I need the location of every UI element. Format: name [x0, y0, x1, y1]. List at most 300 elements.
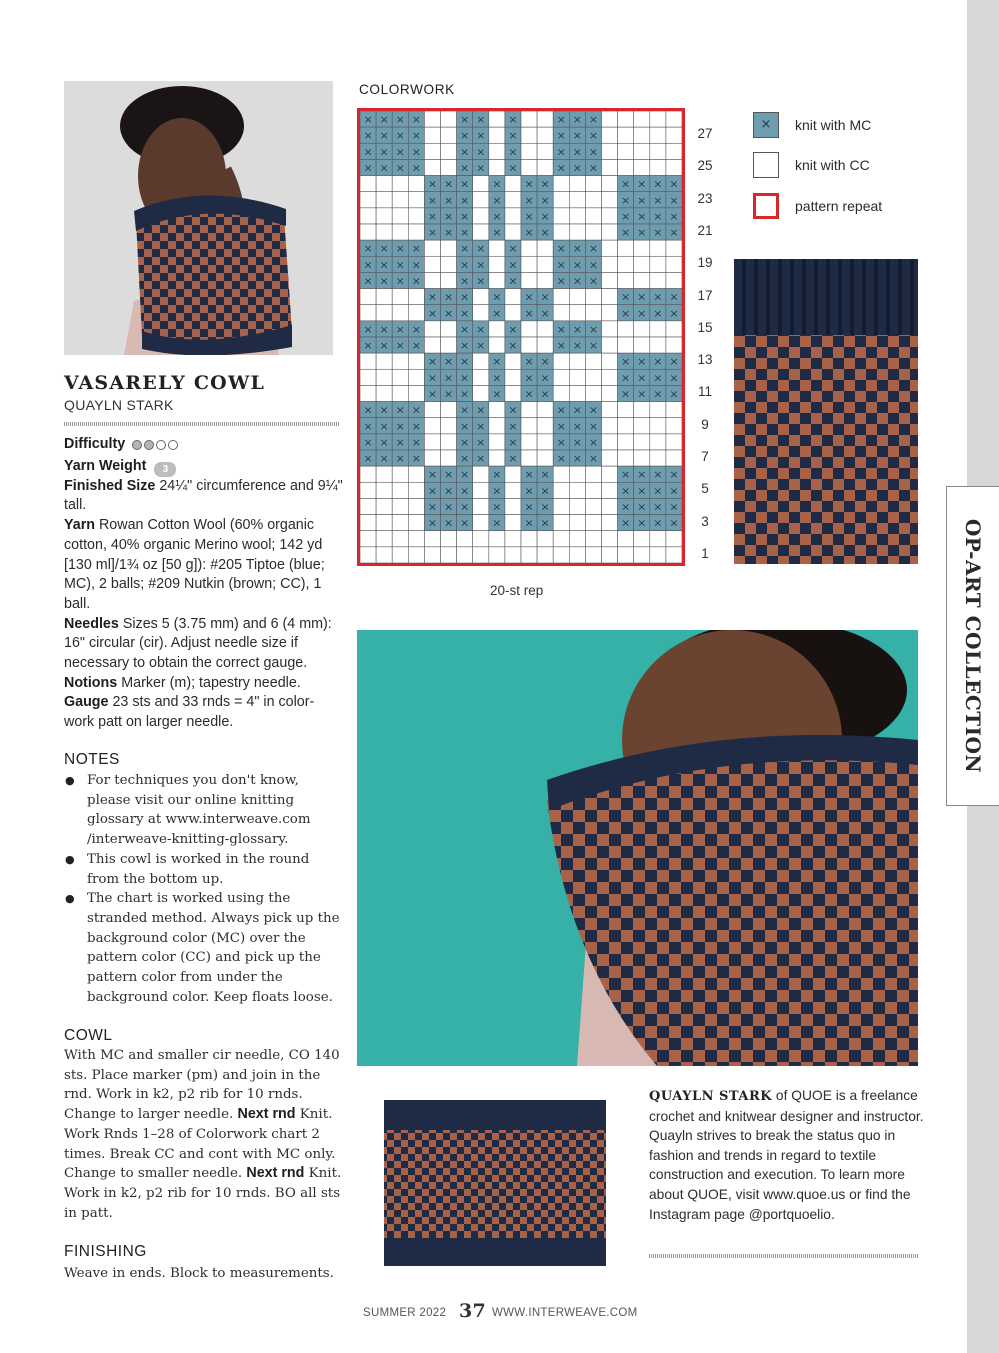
- cc-stitch-cell: [392, 208, 408, 224]
- knit-symbol-icon: ×: [508, 419, 518, 433]
- cc-stitch-cell: [537, 256, 553, 272]
- knit-symbol-icon: ×: [540, 177, 550, 191]
- cc-stitch-cell: [585, 498, 601, 514]
- knit-symbol-icon: ×: [395, 435, 405, 449]
- cc-stitch-cell: [408, 305, 424, 321]
- knit-symbol-icon: ×: [379, 129, 389, 143]
- knit-symbol-icon: ×: [621, 226, 631, 240]
- knit-symbol-icon: ×: [524, 355, 534, 369]
- knit-symbol-icon: ×: [588, 419, 599, 433]
- cc-stitch-cell: [569, 515, 585, 531]
- cc-stitch-cell: [521, 127, 537, 143]
- knit-symbol-icon: ×: [476, 129, 486, 143]
- knit-symbol-icon: ×: [556, 435, 566, 449]
- cc-stitch-cell: [489, 143, 505, 159]
- cc-stitch-cell: [553, 208, 569, 224]
- knit-symbol-icon: ×: [669, 177, 679, 191]
- cc-stitch-cell: [473, 385, 489, 401]
- knit-symbol-icon: ×: [669, 355, 679, 369]
- pattern-specs: [64, 435, 344, 733]
- cc-stitch-cell: [602, 143, 618, 159]
- cc-stitch-cell: [424, 321, 440, 337]
- knit-symbol-icon: ×: [476, 274, 486, 288]
- knit-symbol-icon: ×: [572, 161, 582, 175]
- cc-stitch-cell: [441, 402, 457, 418]
- knit-symbol-icon: ×: [572, 274, 582, 288]
- knit-symbol-icon: ×: [621, 371, 631, 385]
- cc-stitch-cell: [473, 305, 489, 321]
- cc-stitch-cell: [505, 208, 521, 224]
- knit-symbol-icon: ×: [653, 290, 663, 304]
- difficulty-circle-icon: [156, 440, 166, 450]
- difficulty-circle-icon: [144, 440, 154, 450]
- cc-stitch-cell: [489, 337, 505, 353]
- knit-symbol-icon: ×: [588, 161, 599, 175]
- designer-byline: QUAYLN STARK: [64, 397, 174, 413]
- chart-row-number: 19: [697, 255, 713, 271]
- cc-stitch-cell: [521, 321, 537, 337]
- knit-symbol-icon: ×: [492, 209, 502, 223]
- knit-symbol-icon: ×: [460, 419, 470, 433]
- website-link[interactable]: WWW.INTERWEAVE.COM: [492, 1307, 638, 1319]
- cowl-step-1: With MC and smaller cir needle, CO 140 sts. Place marker (pm) and join in the rnd. Work in k2, p2 rib for 10 rnds. Change to larger needle.: [64, 1048, 340, 1123]
- cc-stitch-cell: [585, 466, 601, 482]
- cc-stitch-cell: [618, 143, 634, 159]
- knit-symbol-icon: ×: [588, 403, 599, 417]
- cc-stitch-cell: [392, 466, 408, 482]
- cc-stitch-cell: [473, 353, 489, 369]
- knit-symbol-icon: ×: [653, 306, 663, 320]
- knit-symbol-icon: ×: [588, 322, 599, 336]
- cc-stitch-cell: [634, 434, 650, 450]
- knit-symbol-icon: ×: [572, 129, 582, 143]
- next-round-label: Next rnd: [246, 1165, 305, 1182]
- cc-stitch-cell: [537, 450, 553, 466]
- knit-symbol-icon: ×: [395, 161, 405, 175]
- cc-stitch-cell: [360, 466, 376, 482]
- difficulty-rating: [132, 437, 180, 457]
- knit-symbol-icon: ×: [621, 355, 631, 369]
- knit-symbol-icon: ×: [556, 339, 566, 353]
- cc-stitch-cell: [360, 385, 376, 401]
- cc-stitch-cell: [376, 466, 392, 482]
- bio-name: QUAYLN STARK: [649, 1089, 773, 1104]
- knit-symbol-icon: ×: [379, 161, 389, 175]
- cc-stitch-cell: [521, 547, 537, 563]
- knit-symbol-icon: ×: [492, 355, 502, 369]
- cc-stitch-cell: [602, 385, 618, 401]
- cc-stitch-cell: [408, 208, 424, 224]
- chart-row-number: 15: [697, 319, 713, 335]
- cc-stitch-cell: [505, 466, 521, 482]
- cc-stitch-cell: [569, 305, 585, 321]
- knit-symbol-icon: ×: [411, 242, 421, 256]
- knit-symbol-icon: ×: [460, 242, 470, 256]
- knit-symbol-icon: ×: [508, 339, 518, 353]
- page-number: 37: [459, 1300, 487, 1322]
- cc-stitch-cell: [408, 466, 424, 482]
- cc-stitch-cell: [392, 176, 408, 192]
- knit-symbol-icon: ×: [460, 371, 470, 385]
- chart-row-number: 3: [701, 513, 709, 529]
- cc-stitch-cell: [473, 176, 489, 192]
- knit-symbol-icon: ×: [540, 226, 550, 240]
- knit-symbol-icon: ×: [637, 209, 647, 223]
- knit-symbol-icon: ×: [460, 193, 470, 207]
- knit-symbol-icon: ×: [379, 322, 389, 336]
- cc-stitch-cell: [489, 531, 505, 547]
- cc-stitch-cell: [473, 466, 489, 482]
- cc-stitch-cell: [553, 353, 569, 369]
- cowl-step-3: Knit. Work in k2, p2 rib for 10 rnds. BO all sts in patt.: [64, 1166, 342, 1221]
- cc-stitch-cell: [424, 143, 440, 159]
- model-wearing-cowl-photo: [357, 630, 918, 1066]
- cc-stitch-cell: [521, 418, 537, 434]
- cc-stitch-cell: [602, 450, 618, 466]
- cc-stitch-cell: [424, 434, 440, 450]
- knit-symbol-icon: ×: [492, 177, 502, 191]
- cc-stitch-cell: [360, 547, 376, 563]
- cc-stitch-cell: [618, 418, 634, 434]
- knit-symbol-icon: ×: [460, 113, 470, 127]
- cowl-instructions: [64, 1046, 349, 1223]
- knit-symbol-icon: ×: [508, 242, 518, 256]
- cc-stitch-cell: [602, 418, 618, 434]
- cc-stitch-cell: [473, 498, 489, 514]
- knit-symbol-icon: ×: [411, 129, 421, 143]
- cc-stitch-cell: [376, 289, 392, 305]
- cc-stitch-cell: [392, 547, 408, 563]
- cc-stitch-cell: [424, 111, 440, 127]
- cc-stitch-cell: [650, 159, 666, 175]
- knit-symbol-icon: ×: [556, 419, 566, 433]
- knit-symbol-icon: ×: [460, 452, 470, 466]
- knit-symbol-icon: ×: [653, 516, 663, 530]
- cc-stitch-cell: [602, 111, 618, 127]
- knit-symbol-icon: ×: [621, 500, 631, 514]
- knit-symbol-icon: ×: [460, 177, 470, 191]
- knit-symbol-icon: ×: [588, 145, 599, 159]
- cc-stitch-cell: [553, 305, 569, 321]
- knit-symbol-icon: ×: [588, 435, 599, 449]
- cc-stitch-cell: [650, 143, 666, 159]
- knit-symbol-icon: ×: [411, 274, 421, 288]
- cc-stitch-cell: [376, 515, 392, 531]
- cc-stitch-cell: [602, 272, 618, 288]
- cc-stitch-cell: [505, 176, 521, 192]
- knit-symbol-icon: ×: [476, 419, 486, 433]
- knit-symbol-icon: ×: [363, 435, 373, 449]
- cc-stitch-cell: [569, 466, 585, 482]
- cc-stitch-cell: [376, 176, 392, 192]
- cc-stitch-cell: [553, 385, 569, 401]
- chart-row-number: 21: [697, 223, 713, 238]
- knit-symbol-icon: ×: [363, 161, 373, 175]
- knit-symbol-icon: ×: [460, 468, 470, 482]
- cc-stitch-cell: [489, 272, 505, 288]
- knit-symbol-icon: ×: [476, 322, 486, 336]
- yarn-weight-label: Yarn Weight: [64, 457, 147, 474]
- knit-symbol-icon: ×: [363, 452, 373, 466]
- knit-symbol-icon: ×: [669, 209, 679, 223]
- cc-stitch-cell: [360, 305, 376, 321]
- cc-stitch-cell: [650, 434, 666, 450]
- cc-stitch-cell: [602, 240, 618, 256]
- cc-stitch-cell: [650, 111, 666, 127]
- cc-stitch-cell: [408, 531, 424, 547]
- cc-stitch-cell: [489, 402, 505, 418]
- cc-stitch-cell: [473, 224, 489, 240]
- cc-stitch-cell: [473, 289, 489, 305]
- knit-symbol-icon: ×: [379, 452, 389, 466]
- cc-stitch-cell: [602, 208, 618, 224]
- flat-cowl-photo: [380, 1098, 610, 1270]
- cc-stitch-cell: [360, 224, 376, 240]
- knit-symbol-icon: ×: [637, 193, 647, 207]
- knit-symbol-icon: ×: [395, 145, 405, 159]
- chart-row-number: 11: [697, 384, 712, 400]
- difficulty-circle-icon: [132, 440, 142, 450]
- cc-stitch-cell: [441, 256, 457, 272]
- chart-row-number: 13: [697, 352, 713, 368]
- collection-tab-label: OP-ART COLLECTION: [961, 518, 985, 774]
- cc-stitch-cell: [569, 498, 585, 514]
- cc-stitch-cell: [634, 337, 650, 353]
- cc-stitch-cell: [666, 547, 682, 563]
- cc-stitch-cell: [585, 224, 601, 240]
- cc-stitch-cell: [537, 418, 553, 434]
- knit-symbol-icon: ×: [492, 468, 502, 482]
- knit-symbol-icon: ×: [476, 435, 486, 449]
- cc-stitch-cell: [424, 418, 440, 434]
- knit-symbol-icon: ×: [540, 516, 550, 530]
- cc-stitch-cell: [392, 289, 408, 305]
- cc-stitch-cell: [360, 176, 376, 192]
- knit-symbol-icon: ×: [508, 161, 518, 175]
- chart-row-number: 7: [701, 449, 709, 464]
- knit-symbol-icon: ×: [556, 161, 566, 175]
- cc-stitch-cell: [537, 321, 553, 337]
- divider-rule: [64, 422, 340, 426]
- knit-symbol-icon: ×: [621, 177, 631, 191]
- yarn-label: Yarn: [64, 517, 95, 534]
- cc-stitch-cell: [521, 450, 537, 466]
- cc-stitch-cell: [602, 482, 618, 498]
- list-item: ● For techniques you don't know, please visit our online knitting glossary at www.interweave.com /interweave-knitting-glossary.: [64, 771, 344, 850]
- knit-symbol-icon: ×: [508, 113, 518, 127]
- knit-symbol-icon: ×: [427, 387, 438, 401]
- knit-symbol-icon: ×: [460, 290, 470, 304]
- knit-symbol-icon: ×: [588, 339, 599, 353]
- cc-stitch-cell: [473, 369, 489, 385]
- knit-symbol-icon: ×: [540, 500, 550, 514]
- cc-stitch-cell: [634, 402, 650, 418]
- knit-symbol-icon: ×: [540, 290, 550, 304]
- cc-stitch-cell: [505, 192, 521, 208]
- knit-symbol-icon: ×: [524, 193, 534, 207]
- repeat-swatch-icon: [753, 193, 779, 219]
- knit-symbol-icon: ×: [363, 145, 373, 159]
- knit-symbol-icon: ×: [395, 419, 405, 433]
- cc-stitch-cell: [666, 450, 682, 466]
- knit-symbol-icon: ×: [508, 129, 518, 143]
- knit-symbol-icon: ×: [427, 516, 438, 530]
- cc-stitch-cell: [489, 450, 505, 466]
- cc-stitch-cell: [585, 353, 601, 369]
- cc-stitch-cell: [376, 353, 392, 369]
- knit-symbol-icon: ×: [443, 371, 454, 385]
- cc-stitch-cell: [569, 192, 585, 208]
- cc-stitch-cell: [618, 547, 634, 563]
- knit-symbol-icon: ×: [476, 242, 486, 256]
- cc-stitch-cell: [360, 482, 376, 498]
- knit-symbol-icon: ×: [637, 516, 647, 530]
- cc-stitch-cell: [634, 127, 650, 143]
- knit-symbol-icon: ×: [443, 226, 454, 240]
- knit-symbol-icon: ×: [556, 242, 566, 256]
- cc-stitch-cell: [408, 176, 424, 192]
- cc-stitch-cell: [521, 240, 537, 256]
- knit-symbol-icon: ×: [460, 403, 470, 417]
- cc-stitch-cell: [505, 482, 521, 498]
- knit-symbol-icon: ×: [556, 322, 566, 336]
- mc-swatch-icon: ×: [753, 112, 779, 138]
- knit-symbol-icon: ×: [443, 484, 454, 498]
- knit-symbol-icon: ×: [443, 355, 454, 369]
- knit-symbol-icon: ×: [363, 274, 373, 288]
- cc-stitch-cell: [424, 256, 440, 272]
- cc-stitch-cell: [408, 369, 424, 385]
- cc-stitch-cell: [537, 159, 553, 175]
- knit-symbol-icon: ×: [637, 387, 647, 401]
- cowl-step-2: Knit. Work Rnds 1–28 of Colorwork chart 2 times. Break CC and cont with MC only. Change to smaller needle.: [64, 1107, 336, 1182]
- knit-symbol-icon: ×: [460, 226, 470, 240]
- knit-symbol-icon: ×: [443, 387, 454, 401]
- knit-symbol-icon: ×: [492, 500, 502, 514]
- knit-symbol-icon: ×: [476, 258, 486, 272]
- cc-stitch-cell: [650, 337, 666, 353]
- knit-symbol-icon: ×: [524, 290, 534, 304]
- knit-symbol-icon: ×: [476, 113, 486, 127]
- knit-symbol-icon: ×: [572, 145, 582, 159]
- knit-symbol-icon: ×: [460, 209, 470, 223]
- cc-stitch-cell: [441, 321, 457, 337]
- cc-stitch-cell: [505, 498, 521, 514]
- cc-stitch-cell: [521, 434, 537, 450]
- cc-stitch-cell: [489, 256, 505, 272]
- cc-stitch-cell: [360, 369, 376, 385]
- cc-stitch-cell: [553, 482, 569, 498]
- cc-stitch-cell: [569, 531, 585, 547]
- knit-symbol-icon: ×: [363, 419, 373, 433]
- knit-symbol-icon: ×: [621, 468, 631, 482]
- knit-symbol-icon: ×: [508, 403, 518, 417]
- knit-symbol-icon: ×: [572, 403, 582, 417]
- cc-stitch-cell: [441, 418, 457, 434]
- knit-symbol-icon: ×: [669, 371, 679, 385]
- cc-stitch-cell: [521, 272, 537, 288]
- knit-symbol-icon: ×: [395, 452, 405, 466]
- cc-stitch-cell: [424, 531, 440, 547]
- cc-stitch-cell: [666, 256, 682, 272]
- cc-stitch-cell: [392, 531, 408, 547]
- cc-stitch-cell: [360, 531, 376, 547]
- knit-symbol-icon: ×: [572, 339, 582, 353]
- knit-symbol-icon: ×: [460, 306, 470, 320]
- cc-stitch-cell: [537, 337, 553, 353]
- cc-stitch-cell: [634, 272, 650, 288]
- cc-stitch-cell: [408, 515, 424, 531]
- knit-symbol-icon: ×: [637, 226, 647, 240]
- knit-symbol-icon: ×: [508, 322, 518, 336]
- knit-symbol-icon: ×: [427, 209, 438, 223]
- cc-stitch-cell: [360, 515, 376, 531]
- cc-stitch-cell: [376, 224, 392, 240]
- knit-symbol-icon: ×: [653, 209, 663, 223]
- cc-stitch-cell: [376, 531, 392, 547]
- knit-symbol-icon: ×: [540, 468, 550, 482]
- cc-stitch-cell: [602, 176, 618, 192]
- knit-symbol-icon: ×: [588, 242, 599, 256]
- cc-stitch-cell: [618, 256, 634, 272]
- cc-stitch-cell: [553, 192, 569, 208]
- cc-stitch-cell: [360, 289, 376, 305]
- cc-stitch-cell: [553, 289, 569, 305]
- cc-stitch-cell: [505, 515, 521, 531]
- cc-stitch-cell: [424, 450, 440, 466]
- cc-stitch-cell: [473, 482, 489, 498]
- knit-symbol-icon: ×: [540, 484, 550, 498]
- knit-symbol-icon: ×: [669, 484, 679, 498]
- cc-stitch-cell: [569, 482, 585, 498]
- cc-stitch-cell: [602, 434, 618, 450]
- knit-symbol-icon: ×: [572, 419, 582, 433]
- knit-symbol-icon: ×: [556, 113, 566, 127]
- cc-stitch-cell: [489, 418, 505, 434]
- knit-symbol-icon: ×: [621, 516, 631, 530]
- knit-symbol-icon: ×: [588, 113, 599, 127]
- cc-stitch-cell: [634, 450, 650, 466]
- knit-symbol-icon: ×: [411, 339, 421, 353]
- knit-symbol-icon: ×: [653, 484, 663, 498]
- knit-symbol-icon: ×: [427, 371, 438, 385]
- cc-stitch-cell: [441, 111, 457, 127]
- cc-stitch-cell: [585, 385, 601, 401]
- cc-stitch-cell: [634, 321, 650, 337]
- cc-stitch-cell: [408, 192, 424, 208]
- knit-symbol-icon: ×: [379, 145, 389, 159]
- knit-symbol-icon: ×: [460, 500, 470, 514]
- knit-symbol-icon: ×: [492, 371, 502, 385]
- cc-stitch-cell: [618, 321, 634, 337]
- divider-rule: [649, 1254, 919, 1258]
- knit-symbol-icon: ×: [524, 516, 534, 530]
- cc-stitch-cell: [585, 482, 601, 498]
- knit-symbol-icon: ×: [411, 403, 421, 417]
- cc-stitch-cell: [585, 176, 601, 192]
- cc-stitch-cell: [634, 547, 650, 563]
- cc-stitch-cell: [553, 369, 569, 385]
- cc-stitch-cell: [618, 402, 634, 418]
- cc-stitch-cell: [424, 272, 440, 288]
- cc-stitch-cell: [408, 224, 424, 240]
- cc-stitch-cell: [521, 531, 537, 547]
- cc-stitch-cell: [537, 143, 553, 159]
- knit-symbol-icon: ×: [653, 387, 663, 401]
- cc-swatch-icon: [753, 152, 779, 178]
- knit-symbol-icon: ×: [669, 306, 679, 320]
- cc-stitch-cell: [650, 127, 666, 143]
